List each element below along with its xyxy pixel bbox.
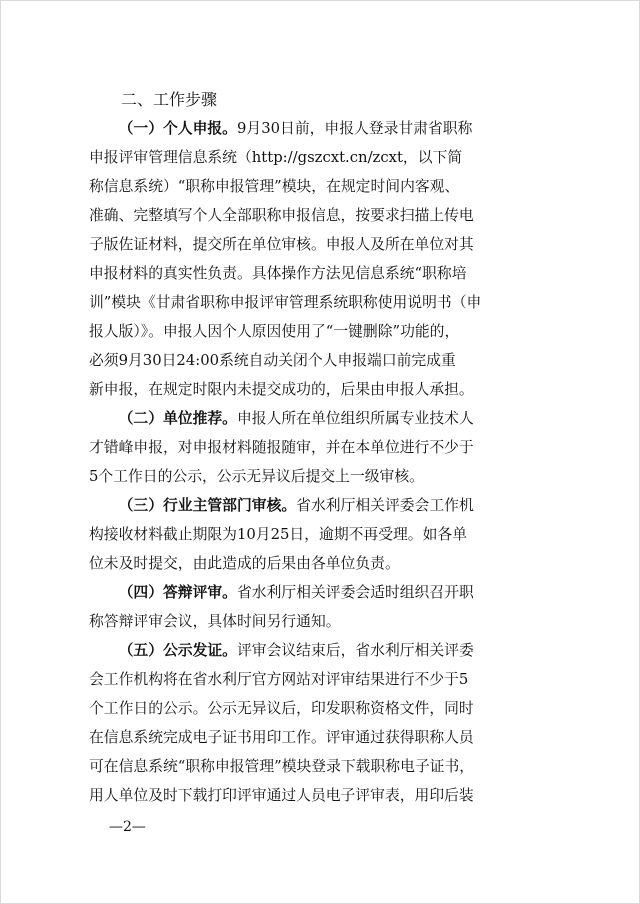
step-line	[89, 549, 549, 578]
step-title: （五）公示发证。	[118, 642, 237, 659]
section-title: 二、工作步骤	[121, 90, 218, 109]
step-paragraph	[89, 491, 549, 578]
step-first-line	[89, 578, 549, 607]
step-text: 子版佐证材料，提交所在单位审核。申报人及所在单位对其	[89, 236, 474, 253]
step-text: 申报评审管理信息系统（http://gszcxt.cn/zcxt，以下简	[89, 149, 463, 166]
step-line	[89, 694, 549, 723]
step-text: 称答辩评审会议，具体时间另行通知。	[89, 613, 341, 630]
step-line	[89, 520, 549, 549]
step-text: 可在信息系统“职称申报管理”模块登录下载职称电子证书，	[89, 758, 475, 775]
step-text: 在信息系统完成电子证书用印工作。评审通过获得职称人员	[89, 729, 474, 746]
step-line	[89, 375, 549, 404]
step-first-line	[89, 404, 549, 433]
step-line	[89, 607, 549, 636]
step-line	[89, 723, 549, 752]
step-text: 会工作机构将在省水利厅官方网站对评审结果进行不少于5	[89, 671, 469, 688]
step-first-line	[89, 636, 549, 665]
step-first-line	[89, 491, 549, 520]
step-text: 9月30日前，申报人登录甘肃省职称	[236, 120, 473, 137]
step-line	[89, 317, 549, 346]
steps-list	[89, 114, 549, 810]
step-text: 准确、完整填写个人全部职称申报信息，按要求扫描上传电	[89, 207, 474, 224]
step-line	[89, 201, 549, 230]
step-text: 训”模块《甘肃省职称申报评审管理系统职称使用说明书（申	[89, 294, 482, 311]
step-text: 必须9月30日24:00系统自动关闭个人申报端口前完成重	[89, 352, 456, 369]
step-paragraph	[89, 114, 549, 404]
step-paragraph	[89, 578, 549, 636]
page-number: —2—	[109, 819, 146, 835]
step-title: （二）单位推荐。	[118, 410, 237, 427]
step-text: 省水利厅相关评委会适时组织召开职	[236, 584, 474, 601]
step-text: 构接收材料截止期限为10月25日，逾期不再受理。如各单	[89, 526, 467, 543]
step-title: （三）行业主管部门审核。	[118, 497, 297, 514]
document-body	[89, 85, 549, 810]
step-first-line	[89, 114, 549, 143]
step-line	[89, 230, 549, 259]
step-line	[89, 752, 549, 781]
step-text: 评审会议结束后，省水利厅相关评委	[236, 642, 474, 659]
step-line	[89, 433, 549, 462]
step-line	[89, 143, 549, 172]
step-text: 省水利厅相关评委会工作机	[296, 497, 474, 514]
step-text: 报人版）》。申报人因个人原因使用了“一键删除”功能的，	[89, 323, 460, 340]
step-text: 个工作日的公示。公示无异议后，印发职称资格文件，同时	[89, 700, 474, 717]
step-line	[89, 462, 549, 491]
step-title: （四）答辩评审。	[118, 584, 237, 601]
step-text: 用人单位及时下载打印评审通过人员电子评审表，用印后装	[89, 787, 474, 804]
step-line	[89, 781, 549, 810]
step-line	[89, 288, 549, 317]
step-text: 申报人所在单位组织所属专业技术人	[236, 410, 474, 427]
step-text: 5个工作日的公示，公示无异议后提交上一级审核。	[89, 468, 424, 485]
step-text: 位未及时提交，由此造成的后果由各单位负责。	[89, 555, 400, 572]
step-paragraph	[89, 636, 549, 810]
step-paragraph	[89, 404, 549, 491]
step-line	[89, 259, 549, 288]
step-text: 新申报，在规定时限内未提交成功的，后果由申报人承担。	[89, 381, 474, 398]
step-text: 称信息系统）“职称申报管理”模块，在规定时间内客观、	[89, 178, 460, 195]
step-title: （一）个人申报。	[118, 120, 237, 137]
step-text: 才错峰申报，对申报材料随报随审，并在本单位进行不少于	[89, 439, 474, 456]
step-line	[89, 346, 549, 375]
step-line	[89, 665, 549, 694]
step-line	[89, 172, 549, 201]
step-text: 申报材料的真实性负责。具体操作方法见信息系统“职称培	[89, 265, 467, 282]
